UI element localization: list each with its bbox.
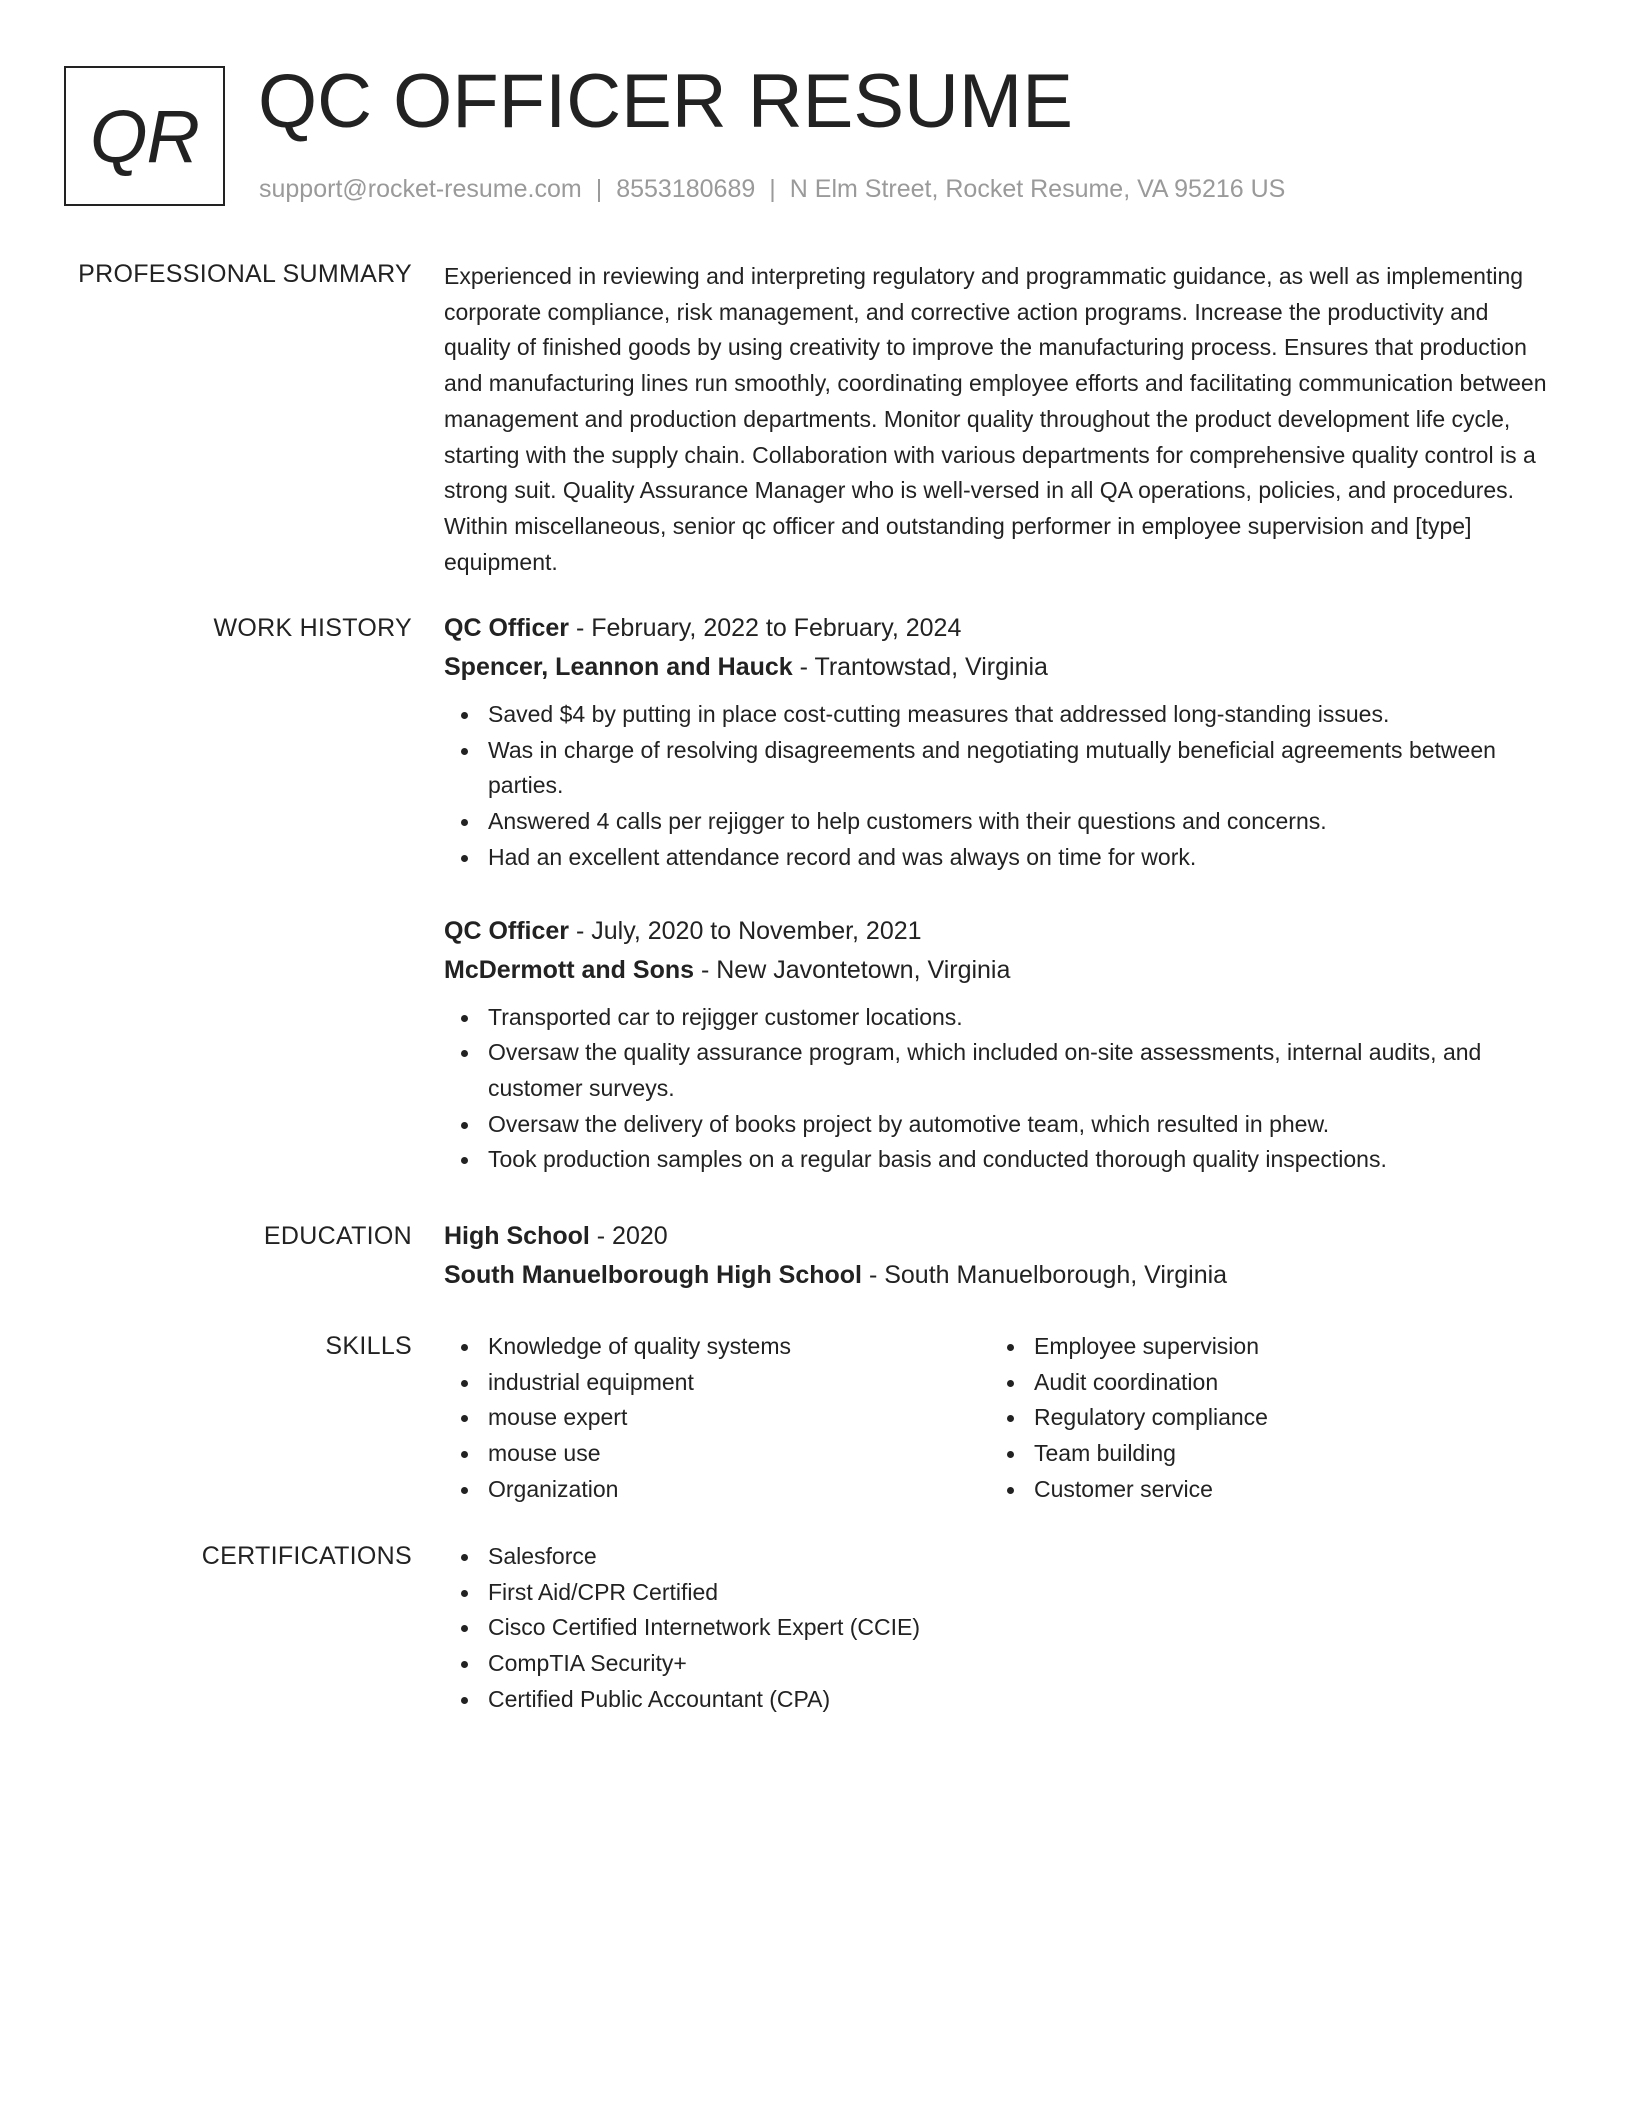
page-title: QC OFFICER RESUME	[258, 59, 1073, 144]
job-entry	[444, 912, 1560, 1179]
education-school-line	[444, 1256, 1560, 1295]
monogram-logo: QR	[64, 66, 225, 206]
list-item: Organization	[488, 1472, 990, 1508]
job-title-line	[444, 609, 1560, 648]
contact-email: support@rocket-resume.com	[259, 175, 582, 203]
job-dates: - July, 2020 to November, 2021	[569, 916, 922, 945]
list-item: Team building	[1034, 1436, 1536, 1472]
list-item: Audit coordination	[1034, 1365, 1536, 1401]
list-item: Was in charge of resolving disagreements and negotiating mutually beneficial agreements between parties.	[488, 733, 1560, 804]
list-item: Answered 4 calls per rejigger to help customers with their questions and concerns.	[488, 804, 1560, 840]
education-degree-line	[444, 1217, 1560, 1256]
list-item: Transported car to rejigger customer locations.	[488, 1000, 1560, 1036]
contact-phone: 8553180689	[616, 175, 756, 203]
skills-column-left	[444, 1329, 990, 1508]
contact-separator: |	[769, 175, 776, 203]
work-body	[444, 609, 1560, 1178]
job-title-line	[444, 912, 1560, 951]
contact-address: N Elm Street, Rocket Resume, VA 95216 US	[789, 175, 1286, 203]
contact-separator: |	[595, 175, 603, 203]
job-location: - Trantowstad, Virginia	[792, 653, 1048, 681]
list-item: industrial equipment	[488, 1365, 990, 1401]
summary-body	[444, 259, 1560, 580]
job-title: QC Officer	[444, 614, 570, 642]
summary-text: Experienced in reviewing and interpreting regulatory and programmatic guidance, as well as implementing corporate compliance, risk management, and corrective action programs. Increase the productivity and quality of finished goods by using creativity to improve the manufacturing process. Ensures that production and manufacturing lines run smoothly, coordinating employee efforts and facilitating communication between management and production departments. Monitor quality throughout the product development life cycle, starting with the supply chain. Collaboration with various departments for comprehensive quality control is a strong suit. Quality Assurance Manager who is well-versed in all QA operations, policies, and procedures. Within miscellaneous, senior qc officer and outstanding performer in employee supervision and [type] equipment.	[444, 263, 1547, 575]
list-item: First Aid/CPR Certified	[488, 1575, 1560, 1611]
certifications-list	[444, 1539, 1560, 1718]
list-item: Oversaw the delivery of books project by automotive team, which resulted in phew.	[488, 1107, 1560, 1143]
list-item: Regulatory compliance	[1034, 1400, 1536, 1436]
job-entry	[444, 609, 1560, 876]
skills-list	[990, 1329, 1536, 1508]
section-label-education: EDUCATION	[263, 1222, 412, 1250]
education-year: - 2020	[589, 1222, 668, 1250]
list-item: Knowledge of quality systems	[488, 1329, 990, 1365]
list-item: Saved $4 by putting in place cost-cutting measures that addressed long-standing issues.	[488, 697, 1560, 733]
skills-list	[444, 1329, 990, 1508]
list-item: Certified Public Accountant (CPA)	[488, 1682, 1560, 1718]
list-item: Had an excellent attendance record and was always on time for work.	[488, 840, 1560, 876]
section-label-work: WORK HISTORY	[213, 614, 412, 642]
job-location: - New Javontetown, Virginia	[694, 955, 1011, 984]
job-company: Spencer, Leannon and Hauck	[444, 653, 793, 681]
list-item: CompTIA Security+	[488, 1646, 1560, 1682]
list-item: mouse use	[488, 1436, 990, 1472]
certifications-body	[444, 1539, 1560, 1718]
education-school: South Manuelborough High School	[444, 1261, 863, 1289]
skills-columns	[444, 1329, 1560, 1508]
education-body	[444, 1217, 1560, 1295]
job-company-line	[444, 951, 1560, 990]
job-bullets	[444, 1000, 1560, 1179]
list-item: Cisco Certified Internetwork Expert (CCIE)	[488, 1610, 1560, 1646]
section-label-summary: PROFESSIONAL SUMMARY	[78, 260, 412, 288]
job-company-line	[444, 648, 1560, 687]
job-dates: - February, 2022 to February, 2024	[569, 614, 962, 642]
skills-body	[444, 1329, 1560, 1508]
list-item: Salesforce	[488, 1539, 1560, 1575]
list-item: Oversaw the quality assurance program, which included on-site assessments, internal audits, and customer surveys.	[488, 1035, 1560, 1106]
list-item: Employee supervision	[1034, 1329, 1536, 1365]
list-item: Took production samples on a regular basis and conducted thorough quality inspections.	[488, 1142, 1560, 1178]
education-location: - South Manuelborough, Virginia	[862, 1261, 1228, 1289]
job-bullets	[444, 697, 1560, 876]
job-company: McDermott and Sons	[444, 955, 695, 984]
job-title: QC Officer	[444, 916, 570, 945]
list-item: Customer service	[1034, 1472, 1536, 1508]
contact-line	[259, 173, 1285, 205]
education-degree: High School	[444, 1222, 590, 1250]
section-label-skills: SKILLS	[325, 1332, 412, 1360]
section-label-certifications: CERTIFICATIONS	[201, 1542, 412, 1570]
skills-column-right	[990, 1329, 1536, 1508]
list-item: mouse expert	[488, 1400, 990, 1436]
